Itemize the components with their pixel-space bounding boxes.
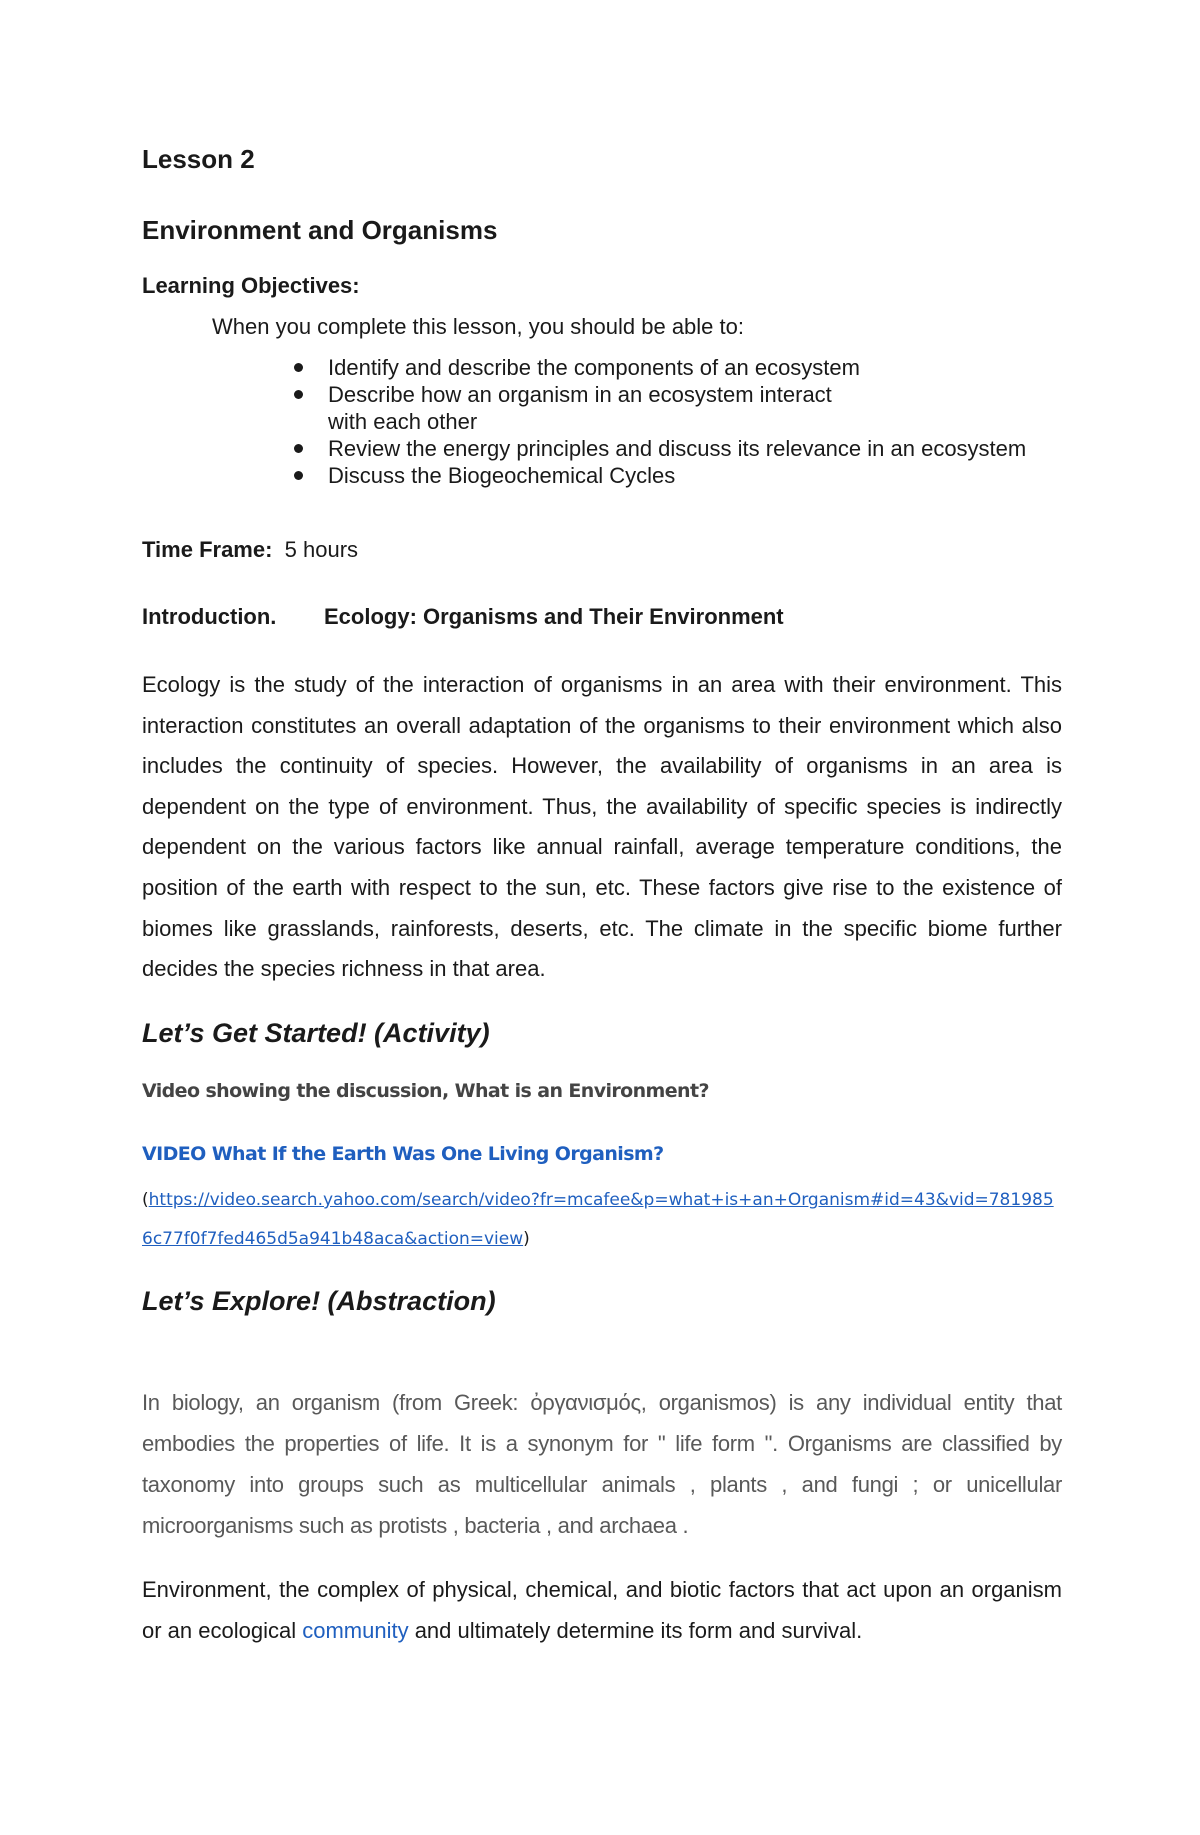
objectives-list — [290, 354, 1090, 489]
objective-item — [290, 435, 1090, 462]
bullet-icon — [294, 390, 303, 399]
video-title-link[interactable]: VIDEO What If the Earth Was One Living Organism? — [142, 1143, 664, 1165]
video-url-link[interactable]: https://video.search.yahoo.com/search/video?fr=mcafee&p=what+is+an+Organism#id=43&vid=7819856c77f0f7fed465d5a941b48aca&action=view — [142, 1190, 1054, 1249]
objective-item — [290, 354, 1090, 381]
video-url-block — [142, 1181, 1062, 1259]
objective-item — [290, 381, 1090, 435]
environment-text-after: and ultimately determine its form and survival. — [408, 1618, 863, 1643]
bullet-icon — [294, 444, 303, 453]
time-frame — [142, 537, 358, 563]
lesson-number: Lesson 2 — [142, 144, 255, 174]
introduction-label: Introduction. — [142, 604, 277, 629]
objectives-heading: Learning Objectives: — [142, 273, 360, 298]
time-frame-value: 5 hours — [284, 537, 359, 562]
objective-text: Identify and describe the components of an ecosystem — [328, 355, 860, 380]
environment-text-before: Environment, the complex of physical, chemical, and biotic factors that act upon an organism or an ecological — [142, 1577, 1062, 1643]
objective-text: Describe how an organism in an ecosystem interact with each other — [328, 382, 832, 434]
organism-paragraph: In biology, an organism (from Greek: ὀργανισμός, organismos) is any individual entity that embodies the properties of life. It is a synonym for " life form ". Organisms are classified by taxonomy into groups such as multicellular animals , plants , and fungi ; or unicellular microorganisms such as protists , bacteria , and archaea . — [142, 1390, 1062, 1538]
introduction-title: Ecology: Organisms and Their Environment — [324, 604, 784, 629]
video-caption: Video showing the discussion, What is an Environment? — [142, 1080, 709, 1102]
url-open-paren: ( — [142, 1190, 149, 1210]
introduction-paragraph: Ecology is the study of the interaction of organisms in an area with their environment. This interaction constitutes an overall adaptation of the organisms to their environment which also includes the continuity of species. However, the availability of organisms in an area is dependent on the type of environment. Thus, the availability of specific species is indirectly dependent on the various factors like annual rainfall, average temperature conditions, the position of the earth with respect to the sun, etc. These factors give rise to the existence of biomes like grasslands, rainforests, deserts, etc. The climate in the specific biome further decides the species richness in that area. — [142, 672, 1062, 982]
url-close-paren: ) — [523, 1229, 530, 1249]
objective-item — [290, 462, 1090, 489]
bullet-icon — [294, 471, 303, 480]
objective-text: Discuss the Biogeochemical Cycles — [328, 463, 676, 488]
community-link[interactable]: community — [302, 1618, 409, 1643]
lesson-title: Environment and Organisms — [142, 215, 498, 245]
bullet-icon — [294, 363, 303, 372]
time-frame-label: Time Frame: — [142, 537, 273, 562]
abstraction-heading: Let’s Explore! (Abstraction) — [142, 1286, 496, 1316]
objective-text: Review the energy principles and discuss its relevance in an ecosystem — [328, 436, 1027, 461]
introduction-heading — [142, 604, 784, 630]
objectives-intro: When you complete this lesson, you should be able to: — [212, 314, 744, 339]
environment-paragraph — [142, 1569, 1062, 1651]
activity-heading: Let’s Get Started! (Activity) — [142, 1018, 490, 1048]
